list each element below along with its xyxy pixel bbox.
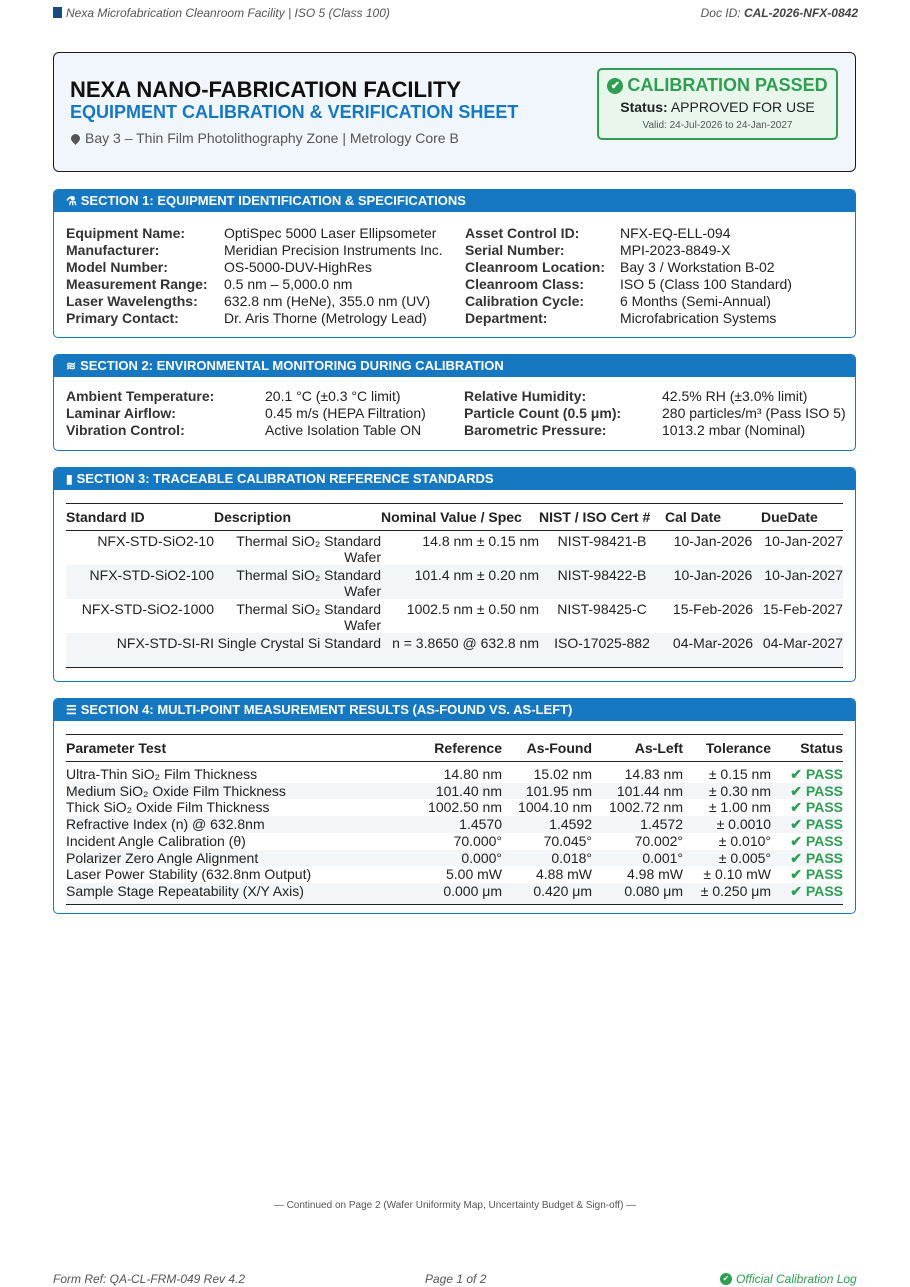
as-found: 4.88 mW — [535, 866, 592, 883]
continued-note: — Continued on Page 2 (Wafer Uniformity Map, Uncertainty Budget & Sign-off) — — [273, 1200, 637, 1211]
as-left: 0.001° — [592, 850, 683, 867]
tolerance: ± 0.30 nm — [683, 783, 771, 800]
column-header: Nominal Value / Spec — [381, 504, 539, 531]
field-value: 42.5% RH (±3.0% limit) — [662, 388, 808, 404]
cal-date: 04-Mar-2026 — [665, 633, 761, 668]
column-header: Cal Date — [665, 504, 761, 531]
official-log-note — [720, 1272, 857, 1286]
field-label: Laminar Airflow: — [66, 405, 176, 421]
due-date: 10-Jan-2027 — [761, 565, 843, 599]
column-header: As-Found — [502, 735, 592, 762]
section-reference-standards — [53, 467, 856, 682]
badge-title — [599, 75, 836, 96]
field-value: Dr. Aris Thorne (Metrology Lead) — [224, 310, 427, 326]
field-value: 280 particles/m³ (Pass ISO 5) — [662, 405, 846, 421]
field-value: 0.5 nm – 5,000.0 nm — [224, 276, 353, 292]
status-badge — [771, 783, 843, 800]
env-right-keys — [464, 388, 621, 439]
standard-id: NFX-STD-SI-RI — [66, 633, 214, 668]
section-equipment — [53, 189, 856, 338]
field-label: Serial Number: — [465, 242, 565, 258]
table-header-row — [66, 504, 843, 531]
field-value: 20.1 °C (±0.3 °C limit) — [265, 388, 401, 404]
equipment-right-values — [620, 225, 792, 327]
field-label: Vibration Control: — [66, 422, 185, 438]
header-panel — [53, 52, 856, 172]
status-text: PASS — [805, 799, 843, 816]
bookmark-icon: ▮ — [66, 472, 73, 486]
column-header: Parameter Test — [66, 735, 406, 762]
section-title: SECTION 1: EQUIPMENT IDENTIFICATION & SPECIFICATIONS — [80, 193, 466, 208]
tolerance: ± 0.250 μm — [683, 883, 771, 904]
facility-text: Nexa Microfabrication Cleanroom Facility | ISO 5 (Class 100) — [66, 6, 390, 20]
top-bar — [53, 6, 858, 20]
section-measurement-results — [53, 698, 856, 914]
reference: 5.00 mW — [445, 866, 502, 883]
facility-title: NEXA NANO-FABRICATION FACILITY — [70, 77, 462, 102]
table-row — [66, 531, 843, 566]
status-text: PASS — [805, 882, 843, 899]
column-header: Description — [214, 504, 381, 531]
standard-description: Thermal SiO₂ Standard Wafer — [214, 565, 381, 599]
cert-number: NIST-98425-C — [557, 601, 647, 617]
tolerance: ± 0.10 mW — [703, 866, 771, 883]
check-icon: ✔ — [790, 782, 806, 799]
status-text: PASS — [805, 849, 843, 866]
location-text: Bay 3 – Thin Film Photolithography Zone | Metrology Core B — [85, 130, 459, 146]
section-title: SECTION 2: ENVIRONMENTAL MONITORING DURING CALIBRATION — [80, 358, 504, 373]
field-value: OS-5000-DUV-HighRes — [224, 259, 372, 275]
field-label: Department: — [465, 310, 548, 326]
badge-status — [599, 99, 836, 115]
field-value: Bay 3 / Workstation B-02 — [620, 259, 775, 275]
as-left: 1.4572 — [592, 816, 683, 833]
field-label: Calibration Cycle: — [465, 293, 585, 309]
parameter: Laser Power Stability (632.8nm Output) — [66, 866, 312, 883]
env-right-values — [662, 388, 846, 439]
table-row — [66, 599, 843, 633]
as-found: 0.420 μm — [502, 883, 592, 904]
calibration-badge — [597, 68, 838, 140]
parameter: Thick SiO₂ Oxide Film Thickness — [66, 799, 270, 816]
column-header: Reference — [406, 735, 502, 762]
section-header — [54, 699, 855, 721]
as-left: 14.83 nm — [624, 766, 683, 782]
parameter: Refractive Index (n) @ 632.8nm — [66, 816, 406, 833]
tolerance: ± 0.15 nm — [708, 766, 771, 782]
as-found: 15.02 nm — [533, 766, 592, 782]
field-label: Relative Humidity: — [464, 388, 587, 404]
due-date: 15-Feb-2027 — [762, 601, 843, 617]
as-left: 0.080 μm — [592, 883, 683, 904]
official-log-text: Official Calibration Log — [736, 1272, 857, 1286]
parameter: Medium SiO₂ Oxide Film Thickness — [66, 783, 406, 800]
badge-status-value: APPROVED FOR USE — [670, 99, 815, 115]
parameter: Incident Angle Calibration (θ) — [66, 832, 246, 849]
status-badge — [771, 866, 843, 883]
table-row — [66, 816, 843, 833]
as-left: 70.002° — [634, 832, 683, 849]
check-icon: ✔ — [790, 832, 806, 849]
standard-description: Thermal SiO₂ Standard Wafer — [236, 601, 381, 633]
check-icon: ✔ — [790, 882, 806, 899]
column-header: NIST / ISO Cert # — [539, 504, 665, 531]
sheet-subtitle: EQUIPMENT CALIBRATION & VERIFICATION SHEET — [70, 102, 519, 122]
status-badge — [771, 883, 843, 904]
check-icon: ✔ — [790, 866, 806, 883]
as-left: 4.98 mW — [626, 866, 683, 883]
map-pin-icon — [69, 132, 82, 145]
column-header: Standard ID — [66, 504, 214, 531]
reference: 1.4570 — [406, 816, 502, 833]
doc-id-value: CAL-2026-NFX-0842 — [743, 6, 858, 20]
status-text: PASS — [805, 866, 843, 883]
as-found: 0.018° — [502, 850, 592, 867]
standard-id: NFX-STD-SiO2-10 — [97, 533, 214, 549]
check-icon: ✔ — [790, 816, 806, 833]
equipment-right-keys — [465, 225, 605, 327]
parameter: Sample Stage Repeatability (X/Y Axis) — [66, 883, 406, 904]
parameter: Polarizer Zero Angle Alignment — [66, 850, 406, 867]
field-value: 1013.2 mbar (Nominal) — [662, 422, 806, 438]
nominal-value: 1002.5 nm ± 0.50 nm — [406, 601, 539, 617]
field-label: Manufacturer: — [66, 242, 160, 258]
field-value: 6 Months (Semi-Annual) — [620, 293, 771, 309]
badge-title-text: CALIBRATION PASSED — [627, 75, 828, 95]
facility-line — [53, 6, 390, 20]
table-header-row — [66, 735, 843, 762]
field-value: NFX-EQ-ELL-094 — [620, 225, 731, 241]
nominal-value: 14.8 nm ± 0.15 nm — [422, 533, 539, 549]
parameter: Ultra-Thin SiO₂ Film Thickness — [66, 766, 258, 782]
field-value: 632.8 nm (HeNe), 355.0 nm (UV) — [224, 293, 431, 309]
cal-date: 15-Feb-2026 — [672, 601, 754, 617]
field-label: Ambient Temperature: — [66, 388, 215, 404]
as-left: 1002.72 nm — [609, 799, 683, 816]
field-label: Laser Wavelengths: — [66, 293, 198, 309]
standard-description: Single Crystal Si Standard — [214, 633, 381, 668]
reference: 14.80 nm — [443, 766, 502, 782]
wind-icon: ≋ — [66, 359, 77, 373]
field-value: Meridian Precision Instruments Inc. — [224, 242, 443, 258]
field-label: Particle Count (0.5 μm): — [464, 405, 622, 421]
results-table — [66, 734, 843, 905]
check-icon: ✔ — [790, 799, 806, 816]
section-title: SECTION 4: MULTI-POINT MEASUREMENT RESULTS (AS-FOUND VS. AS-LEFT) — [80, 702, 573, 717]
cal-date: 10-Jan-2026 — [665, 565, 761, 599]
section-header — [54, 355, 855, 377]
field-label: Model Number: — [66, 259, 168, 275]
table-row — [66, 866, 843, 883]
field-label: Primary Contact: — [66, 310, 179, 326]
field-label: Equipment Name: — [66, 225, 186, 241]
table-row — [66, 883, 843, 904]
reference: 70.000° — [453, 832, 502, 849]
table-row — [66, 565, 843, 599]
field-value: MPI-2023-8849-X — [620, 242, 731, 258]
status-badge — [771, 762, 843, 783]
table-row — [66, 799, 843, 816]
field-value: 0.45 m/s (HEPA Filtration) — [265, 405, 426, 421]
table-row — [66, 783, 843, 800]
due-date: 10-Jan-2027 — [764, 533, 843, 549]
check-icon: ✔ — [790, 849, 806, 866]
field-value: Microfabrication Systems — [620, 310, 777, 326]
table-row — [66, 633, 843, 668]
cert-number: NIST-98421-B — [557, 533, 647, 549]
column-header: Tolerance — [683, 735, 771, 762]
field-label: Cleanroom Location: — [465, 259, 606, 275]
form-reference: Form Ref: QA-CL-FRM-049 Rev 4.2 — [53, 1272, 246, 1286]
tolerance: ± 0.0010 — [683, 816, 771, 833]
equipment-left-values — [224, 225, 443, 327]
check-circle-icon: ✔ — [720, 1273, 732, 1285]
env-left-values — [265, 388, 426, 439]
status-badge — [771, 850, 843, 867]
doc-id-line — [701, 6, 858, 20]
due-date: 04-Mar-2027 — [761, 633, 843, 668]
table-row — [66, 762, 843, 783]
status-text: PASS — [805, 816, 843, 833]
standards-table — [66, 503, 843, 668]
standard-id: NFX-STD-SiO2-100 — [66, 565, 214, 599]
section-header — [54, 190, 855, 212]
check-icon: ✔ — [790, 766, 806, 782]
column-header: Status — [771, 735, 843, 762]
cert-number: NIST-98422-B — [539, 565, 665, 599]
field-label: Asset Control ID: — [465, 225, 580, 241]
table-row — [66, 850, 843, 867]
field-label: Cleanroom Class: — [465, 276, 585, 292]
column-header: DueDate — [761, 504, 843, 531]
field-value: OptiSpec 5000 Laser Ellipsometer — [224, 225, 437, 241]
as-found: 1004.10 nm — [518, 799, 592, 816]
env-left-keys — [66, 388, 214, 439]
status-badge — [771, 799, 843, 816]
status-badge — [771, 833, 843, 850]
building-icon — [53, 7, 62, 18]
reference: 1002.50 nm — [428, 799, 502, 816]
tolerance: ± 0.010° — [718, 832, 771, 849]
status-badge — [771, 816, 843, 833]
as-found: 101.95 nm — [502, 783, 592, 800]
standard-id: NFX-STD-SiO2-1000 — [81, 601, 214, 617]
tolerance: ± 1.00 nm — [708, 799, 771, 816]
field-label: Measurement Range: — [66, 276, 208, 292]
status-text: PASS — [805, 782, 843, 799]
reference: 0.000° — [406, 850, 502, 867]
status-text: PASS — [805, 766, 843, 782]
nominal-value: n = 3.8650 @ 632.8 nm — [381, 633, 539, 668]
status-text: PASS — [805, 832, 843, 849]
reference: 101.40 nm — [406, 783, 502, 800]
as-found: 70.045° — [543, 832, 592, 849]
badge-validity: Valid: 24-Jul-2026 to 24-Jan-2027 — [642, 120, 793, 131]
check-circle-icon: ✔ — [607, 78, 623, 94]
equipment-left-keys — [66, 225, 208, 327]
section-environment — [53, 354, 856, 451]
as-found: 1.4592 — [502, 816, 592, 833]
doc-id-label: Doc ID: — [700, 6, 744, 20]
tolerance: ± 0.005° — [683, 850, 771, 867]
badge-status-label: Status: — [620, 99, 668, 115]
table-row — [66, 833, 843, 850]
cert-number: ISO-17025-882 — [539, 633, 665, 668]
field-value: Active Isolation Table ON — [265, 422, 422, 438]
as-left: 101.44 nm — [592, 783, 683, 800]
list-icon: ☰ — [66, 703, 77, 717]
microscope-icon: ⚗ — [66, 194, 77, 208]
page-number: Page 1 of 2 — [425, 1272, 487, 1286]
column-header: As-Left — [592, 735, 683, 762]
location-line — [70, 130, 459, 146]
field-value: ISO 5 (Class 100 Standard) — [620, 276, 792, 292]
field-label: Barometric Pressure: — [464, 422, 607, 438]
cal-date: 10-Jan-2026 — [673, 533, 753, 549]
reference: 0.000 μm — [406, 883, 502, 904]
nominal-value: 101.4 nm ± 0.20 nm — [381, 565, 539, 599]
section-header — [54, 468, 855, 490]
standard-description: Thermal SiO₂ Standard Wafer — [236, 533, 381, 565]
section-title: SECTION 3: TRACEABLE CALIBRATION REFERENCE STANDARDS — [76, 471, 494, 486]
